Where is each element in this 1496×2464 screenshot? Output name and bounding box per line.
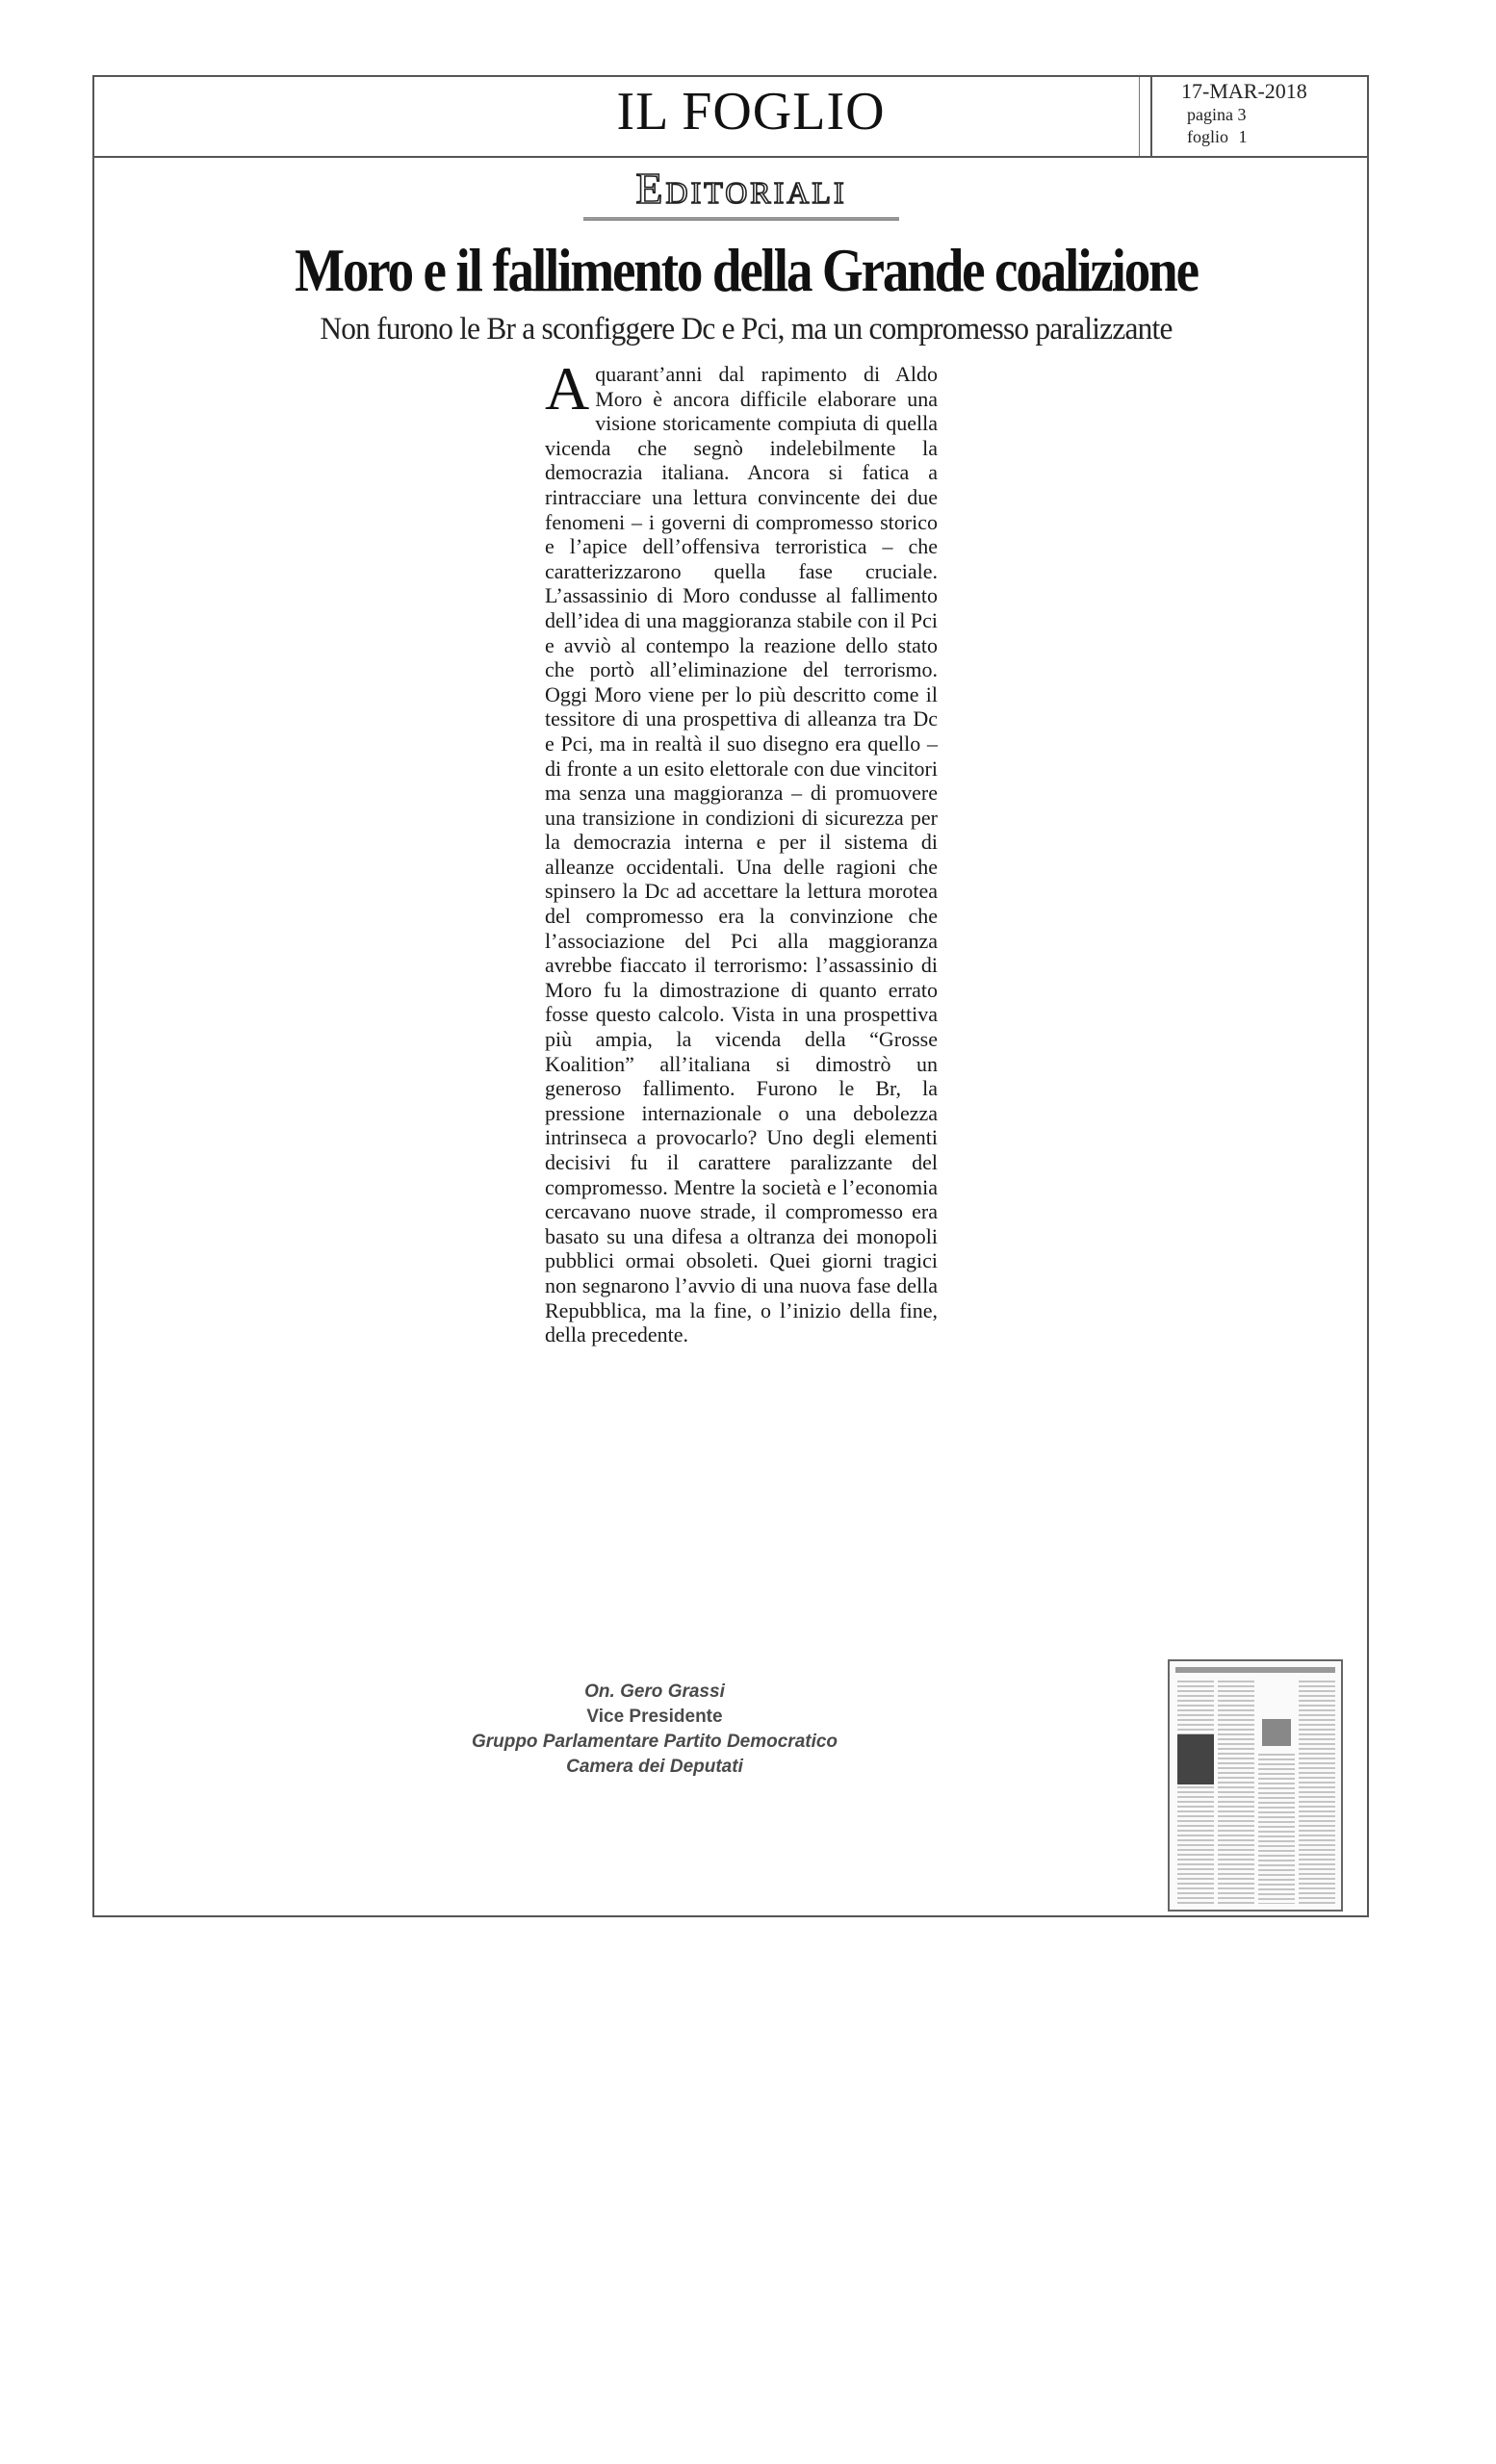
thumbnail-column <box>1218 1681 1254 1904</box>
drop-cap: A <box>545 354 590 423</box>
section-label: Editoriali <box>635 164 847 213</box>
page-info <box>1181 104 1366 126</box>
article-headline: Moro e il fallimento della Grande coalizione <box>295 236 1198 304</box>
signature-name: On. Gero Grassi <box>584 1681 725 1702</box>
article-body <box>545 354 938 1348</box>
sheet-number: 1 <box>1238 127 1248 146</box>
sheet-info <box>1181 126 1366 148</box>
publication-date: 17-MAR-2018 <box>1181 79 1307 103</box>
page-thumbnail <box>1168 1659 1343 1912</box>
header-rule <box>92 156 1369 158</box>
page-label: pagina <box>1187 105 1233 124</box>
thumbnail-column <box>1299 1681 1335 1904</box>
thumbnail-column <box>1258 1754 1295 1904</box>
signature-role: Vice Presidente <box>586 1707 723 1727</box>
page-number: 3 <box>1237 105 1247 124</box>
thumbnail-dark-box <box>1177 1734 1214 1784</box>
thumbnail-header <box>1175 1667 1335 1673</box>
thumbnail-photo <box>1262 1719 1291 1746</box>
section-heading <box>578 162 905 219</box>
publication-meta <box>1150 77 1366 156</box>
newspaper-name: IL FOGLIO <box>616 82 886 141</box>
article-subheadline: Non furono le Br a sconfiggere Dc e Pci, ma un compromesso paralizzante <box>320 312 1173 346</box>
article-text: quarant’anni dal rapimento di Aldo Moro è ancora difficile elaborare una visione storicamente compiuta di quella vicenda che segnò indelebilmente la democrazia italiana. Ancora si fatica a rintracciare una lettura convincente dei due fenomeni – i governi di compromesso storico e l’apice dell’offensiva terroristica – che caratterizzarono quella fase cruciale. L’assassinio di Moro condusse al fallimento dell’idea di una maggioranza stabile con il Pci e avviò al contempo la reazione dello stato che portò all’eliminazione del terrorismo. Oggi Moro viene per lo più descritto come il tessitore di una prospettiva di alleanza tra Dc e Pci, ma in realtà il suo disegno era quello – di fronte a un esito elettorale con due vincitori ma senza una maggioranza – di promuovere una transizione in condizioni di sicurezza per la democrazia interna e per il sistema di alleanze occidentali. Una delle ragioni che spinsero la Dc ad accettare la lettura morotea del compromesso era la convinzione che l’associazione del Pci alla maggioranza avrebbe fiaccato il terrorismo: l’assassinio di Moro fu la dimostrazione di quanto errato fosse questo calcolo. Vista in una prospettiva più ampia, la vicenda della “Grosse Koalition” all’italiana si dimostrò un generoso fallimento. Furono le Br, la pressione internazionale o una debolezza intrinseca a provocarlo? Uno degli elementi decisivi fu il carattere paralizzante del compromesso. Mentre la società e l’economia cercavano nuove strade, il compromesso era basato su una difesa a oltranza dei monopoli pubblici ormai obsoleti. Quei giorni tragici non segnarono l’avvio di una nuova fase della Repubblica, ma la fine, o l’inizio della fine, della precedente. <box>545 362 938 1348</box>
signature-group: Gruppo Parlamentare Partito Democratico <box>471 1732 838 1752</box>
thumbnail-column <box>1177 1681 1214 1904</box>
signature-block <box>404 1680 905 1780</box>
signature-chamber: Camera dei Deputati <box>566 1757 743 1777</box>
meta-divider <box>1139 77 1140 156</box>
section-underline <box>583 218 899 220</box>
sheet-label: foglio <box>1187 127 1228 146</box>
